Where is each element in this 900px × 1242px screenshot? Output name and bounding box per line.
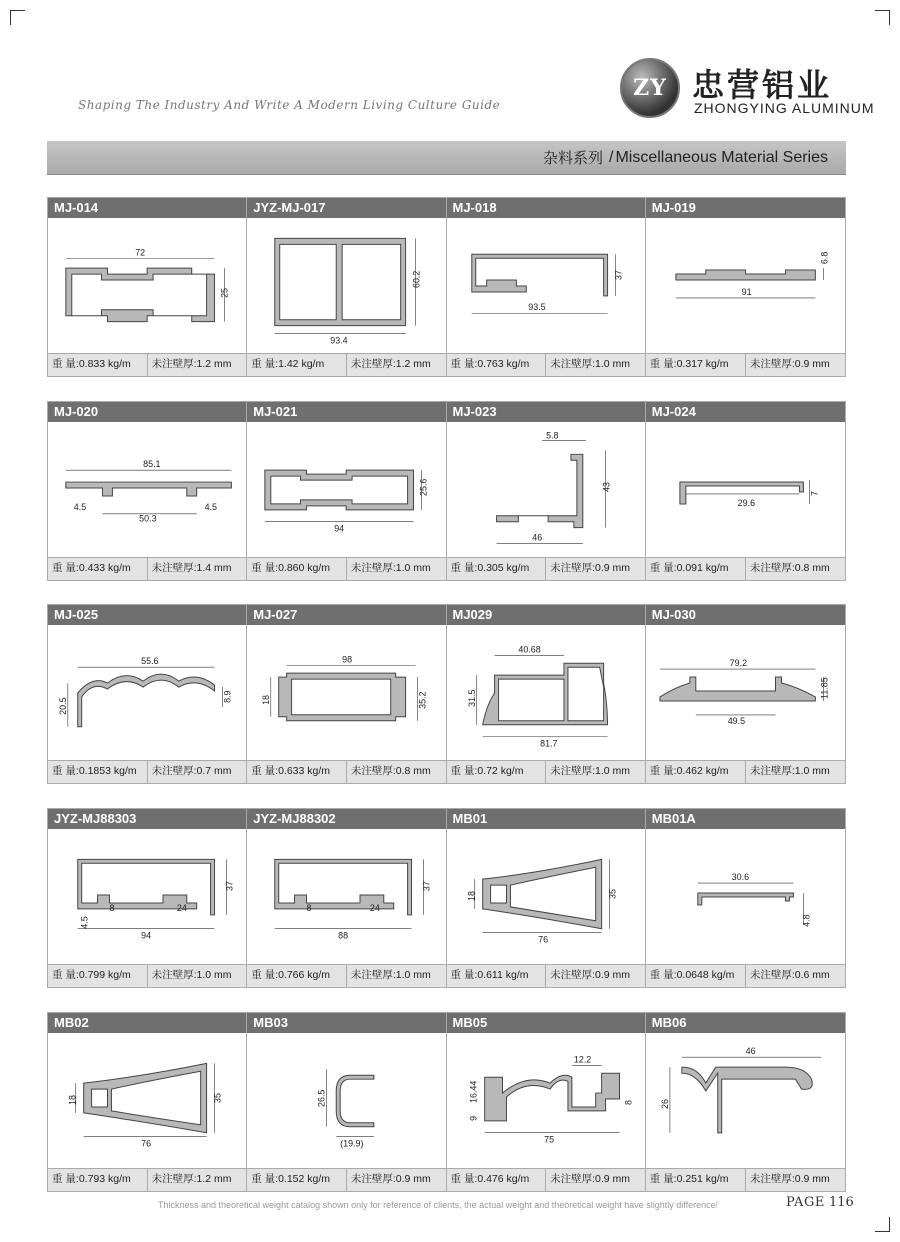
profile-specs xyxy=(447,1168,645,1191)
profile-card xyxy=(646,402,845,580)
dimension-label: 94 xyxy=(141,930,152,941)
dimension-label: 43 xyxy=(601,482,612,492)
dimension-label: 30.6 xyxy=(731,872,749,883)
profile-row-5 xyxy=(47,1012,846,1192)
profile-specs xyxy=(447,760,645,783)
profile-row-2 xyxy=(47,401,846,581)
profile-wall-thickness: 未注壁厚:1.0 mm xyxy=(350,562,431,574)
dimension-label: 7 xyxy=(809,490,820,496)
profile-drawing xyxy=(447,1033,645,1168)
dimension-label: 26 xyxy=(659,1098,670,1109)
profile-weight: 重 量:0.793 kg/m xyxy=(48,1169,148,1191)
crop-mark-top-right xyxy=(875,10,890,25)
profile-drawing xyxy=(447,829,645,964)
dimension-label: 11.85 xyxy=(819,677,830,699)
profile-specs xyxy=(48,760,246,783)
profile-specs xyxy=(48,1168,246,1191)
profile-card xyxy=(447,198,646,376)
dimension-label: 8 xyxy=(306,902,312,913)
profile-code: JYZ-MJ-017 xyxy=(247,198,445,218)
profile-code: JYZ-MJ88302 xyxy=(247,809,445,829)
profile-weight: 重 量:0.152 kg/m xyxy=(247,1169,347,1191)
profile-card xyxy=(447,605,646,783)
profile-drawing-svg xyxy=(247,422,445,557)
profile-drawing xyxy=(247,829,445,964)
dimension-label: 88 xyxy=(338,930,349,941)
dimension-label: 20.5 xyxy=(57,697,68,715)
profile-code: MB01A xyxy=(646,809,845,829)
profile-specs xyxy=(447,557,645,580)
dimension-label: 91 xyxy=(741,286,752,297)
profile-specs xyxy=(48,557,246,580)
profile-card xyxy=(646,1013,845,1191)
dimension-label: 49.5 xyxy=(727,715,745,726)
profile-specs xyxy=(646,353,845,376)
profile-wall-thickness: 未注壁厚:1.2 mm xyxy=(151,358,232,370)
profile-drawing-svg xyxy=(646,625,845,760)
profile-specs xyxy=(646,760,845,783)
profile-specs xyxy=(646,557,845,580)
profile-drawing-svg xyxy=(247,218,445,353)
profile-code: MJ-021 xyxy=(247,402,445,422)
profile-wall-thickness: 未注壁厚:0.7 mm xyxy=(151,765,232,777)
profile-drawing-svg xyxy=(646,422,845,557)
profile-drawing xyxy=(247,218,445,353)
profile-card xyxy=(247,605,446,783)
profile-code: MB03 xyxy=(247,1013,445,1033)
dimension-label: 25 xyxy=(219,287,230,298)
profile-card xyxy=(646,198,845,376)
profile-wall-thickness: 未注壁厚:1.0 mm xyxy=(749,765,830,777)
series-title-bar xyxy=(47,141,846,175)
dimension-label: 8.9 xyxy=(222,690,233,703)
dimension-label: 24 xyxy=(370,902,381,913)
dimension-label: 93.5 xyxy=(527,301,546,312)
profile-wall-thickness: 未注壁厚:0.9 mm xyxy=(350,1173,431,1185)
dimension-label: 46 xyxy=(745,1046,756,1057)
profile-drawing-svg xyxy=(48,829,246,964)
profile-wall-thickness: 未注壁厚:1.0 mm xyxy=(151,969,232,981)
profile-specs xyxy=(247,964,445,987)
series-title-en: Miscellaneous Material Series xyxy=(615,148,828,166)
profile-card xyxy=(48,605,247,783)
profile-code: MJ-020 xyxy=(48,402,246,422)
dimension-label: 40.68 xyxy=(517,644,541,655)
profile-wall-thickness: 未注壁厚:1.0 mm xyxy=(550,765,631,777)
profile-wall-thickness: 未注壁厚:1.4 mm xyxy=(151,562,232,574)
series-title-separator: / xyxy=(609,148,614,166)
dimension-label: 81.7 xyxy=(539,738,558,749)
profile-card xyxy=(48,402,247,580)
profile-specs xyxy=(48,964,246,987)
profile-specs xyxy=(247,557,445,580)
profile-weight: 重 量:0.763 kg/m xyxy=(447,354,547,376)
crop-mark-top-left xyxy=(10,10,25,25)
dimension-label: 75 xyxy=(543,1134,554,1145)
dimension-label: 12.2 xyxy=(573,1054,591,1065)
profile-code: MJ-027 xyxy=(247,605,445,625)
profile-drawing xyxy=(48,829,246,964)
profile-code: MB05 xyxy=(447,1013,645,1033)
dimension-label: 37 xyxy=(421,881,432,892)
profile-row-1 xyxy=(47,197,846,377)
profile-card xyxy=(48,198,247,376)
dimension-label: 18 xyxy=(261,694,272,705)
profile-weight: 重 量:0.1853 kg/m xyxy=(48,761,148,783)
brand-name-en: ZHONGYING ALUMINUM xyxy=(694,100,875,116)
profile-code: MJ-023 xyxy=(447,402,645,422)
dimension-label: 5.8 xyxy=(545,430,559,441)
profile-drawing xyxy=(48,422,246,557)
profile-code: MJ-019 xyxy=(646,198,845,218)
profile-code: MB01 xyxy=(447,809,645,829)
profile-drawing xyxy=(646,625,845,760)
brand-name-cn: 忠营铝业 xyxy=(692,66,833,104)
profile-card xyxy=(447,1013,646,1191)
dimension-label: 16.44 xyxy=(468,1080,479,1103)
profile-specs xyxy=(447,353,645,376)
dimension-label: 76 xyxy=(141,1138,152,1149)
profile-code: MJ029 xyxy=(447,605,645,625)
profile-weight: 重 量:0.72 kg/m xyxy=(447,761,547,783)
profile-specs xyxy=(247,1168,445,1191)
dimension-label: 25.6 xyxy=(418,478,429,496)
dimension-label: 50.3 xyxy=(139,513,157,524)
profile-wall-thickness: 未注壁厚:0.8 mm xyxy=(350,765,431,777)
page-number xyxy=(786,1195,854,1210)
dimension-label: 98 xyxy=(342,654,353,665)
dimension-label: 6.8 xyxy=(819,251,830,265)
profile-weight: 重 量:1.42 kg/m xyxy=(247,354,347,376)
profile-drawing xyxy=(447,218,645,353)
profile-code: MJ-014 xyxy=(48,198,246,218)
dimension-label: 55.6 xyxy=(141,656,159,667)
logo-text: ZY xyxy=(633,75,667,101)
crop-mark-bottom-right xyxy=(875,1217,890,1232)
profile-weight: 重 量:0.305 kg/m xyxy=(447,558,547,580)
profile-code: MJ-030 xyxy=(646,605,845,625)
dimension-label: 60.2 xyxy=(411,270,422,288)
dimension-label: 9 xyxy=(468,1115,479,1121)
profile-weight: 重 量:0.433 kg/m xyxy=(48,558,148,580)
dimension-label: 4.8 xyxy=(801,914,812,927)
profile-drawing-svg xyxy=(48,422,246,557)
profile-drawing xyxy=(247,422,445,557)
profile-weight: 重 量:0.860 kg/m xyxy=(247,558,347,580)
profile-card xyxy=(247,1013,446,1191)
profile-card xyxy=(48,809,247,987)
profile-card xyxy=(646,809,845,987)
profile-wall-thickness: 未注壁厚:0.9 mm xyxy=(550,562,631,574)
profile-weight: 重 量:0.476 kg/m xyxy=(447,1169,547,1191)
profile-card xyxy=(247,809,446,987)
profile-wall-thickness: 未注壁厚:0.8 mm xyxy=(749,562,830,574)
page-label: PAGE xyxy=(786,1195,825,1210)
profile-card xyxy=(247,198,446,376)
dimension-label: 18 xyxy=(466,891,477,901)
profile-drawing-svg xyxy=(447,1033,645,1168)
profile-card xyxy=(247,402,446,580)
dimension-label: 79.2 xyxy=(729,658,747,669)
dimension-label: 26.5 xyxy=(316,1089,327,1107)
profile-specs xyxy=(646,1168,845,1191)
profile-weight: 重 量:0.462 kg/m xyxy=(646,761,746,783)
profile-drawing-svg xyxy=(247,829,445,964)
profile-row-3 xyxy=(47,604,846,784)
profile-specs xyxy=(48,353,246,376)
profile-weight: 重 量:0.611 kg/m xyxy=(447,965,547,987)
profile-drawing xyxy=(247,1033,445,1168)
profile-weight: 重 量:0.0648 kg/m xyxy=(646,965,746,987)
profile-wall-thickness: 未注壁厚:1.0 mm xyxy=(350,969,431,981)
profile-specs xyxy=(646,964,845,987)
profile-drawing xyxy=(247,625,445,760)
profile-specs xyxy=(247,353,445,376)
dimension-label: 31.5 xyxy=(466,689,477,707)
profile-specs xyxy=(247,760,445,783)
profile-drawing-svg xyxy=(646,1033,845,1168)
dimension-label: 8 xyxy=(109,902,115,913)
series-title-cn: 杂料系列 xyxy=(543,149,604,167)
profile-drawing xyxy=(447,625,645,760)
profile-drawing-svg xyxy=(447,218,645,353)
profile-drawing-svg xyxy=(48,1033,246,1168)
profile-drawing-svg xyxy=(48,625,246,760)
dimension-label: 93.4 xyxy=(330,335,348,346)
profile-row-4 xyxy=(47,808,846,988)
dimension-label: 37 xyxy=(612,270,623,281)
dimension-label: 4.5 xyxy=(79,916,90,929)
profile-weight: 重 量:0.317 kg/m xyxy=(646,354,746,376)
profile-drawing-svg xyxy=(247,625,445,760)
dimension-label: 72 xyxy=(135,247,146,258)
profile-code: MB02 xyxy=(48,1013,246,1033)
profile-drawing xyxy=(48,218,246,353)
profile-wall-thickness: 未注壁厚:0.6 mm xyxy=(749,969,830,981)
profile-code: MB06 xyxy=(646,1013,845,1033)
zy-logo-icon xyxy=(620,58,680,118)
dimension-label: 94 xyxy=(334,523,345,534)
page-number-value: 116 xyxy=(828,1195,854,1210)
profile-code: MJ-025 xyxy=(48,605,246,625)
profile-wall-thickness: 未注壁厚:0.9 mm xyxy=(749,1173,830,1185)
profile-drawing-svg xyxy=(447,829,645,964)
profile-wall-thickness: 未注壁厚:1.0 mm xyxy=(550,358,631,370)
profile-weight: 重 量:0.766 kg/m xyxy=(247,965,347,987)
profile-drawing xyxy=(48,625,246,760)
dimension-label: 24 xyxy=(176,902,187,913)
dimension-label: 85.1 xyxy=(143,459,161,470)
profile-code: MJ-018 xyxy=(447,198,645,218)
profile-drawing xyxy=(646,829,845,964)
disclaimer-text: Thickness and theoretical weight catalog shown only for reference of clients, the actual weight and theoretical weight have slightly difference! xyxy=(158,1200,719,1210)
profile-drawing xyxy=(48,1033,246,1168)
profile-weight: 重 量:0.251 kg/m xyxy=(646,1169,746,1191)
profile-card xyxy=(447,809,646,987)
profile-drawing xyxy=(447,422,645,557)
profile-wall-thickness: 未注壁厚:0.9 mm xyxy=(550,969,631,981)
profile-specs xyxy=(447,964,645,987)
profile-weight: 重 量:0.091 kg/m xyxy=(646,558,746,580)
dimension-label: (19.9) xyxy=(340,1138,364,1149)
dimension-label: 35 xyxy=(607,889,618,899)
dimension-label: 46 xyxy=(531,532,542,543)
profile-drawing xyxy=(646,1033,845,1168)
dimension-label: 37 xyxy=(224,881,235,892)
dimension-label: 35 xyxy=(212,1093,223,1103)
profile-drawing-svg xyxy=(646,218,845,353)
profile-card xyxy=(447,402,646,580)
profile-drawing-svg xyxy=(247,1033,445,1168)
dimension-label: 29.6 xyxy=(737,497,755,508)
dimension-label: 35.2 xyxy=(417,691,428,709)
profile-weight: 重 量:0.799 kg/m xyxy=(48,965,148,987)
profile-drawing-svg xyxy=(447,422,645,557)
profile-drawing xyxy=(646,218,845,353)
profile-card xyxy=(646,605,845,783)
profile-code: JYZ-MJ88303 xyxy=(48,809,246,829)
profile-wall-thickness: 未注壁厚:0.9 mm xyxy=(749,358,830,370)
profile-wall-thickness: 未注壁厚:1.2 mm xyxy=(151,1173,232,1185)
dimension-label: 4.5 xyxy=(204,501,218,512)
profile-drawing-svg xyxy=(646,829,845,964)
profile-wall-thickness: 未注壁厚:0.9 mm xyxy=(550,1173,631,1185)
profile-drawing-svg xyxy=(48,218,246,353)
profile-code: MJ-024 xyxy=(646,402,845,422)
slogan: Shaping The Industry And Write A Modern Living Culture Guide xyxy=(78,98,501,112)
dimension-label: 4.5 xyxy=(73,501,87,512)
dimension-label: 76 xyxy=(537,934,548,945)
dimension-label: 8 xyxy=(622,1099,633,1105)
profile-card xyxy=(48,1013,247,1191)
dimension-label: 18 xyxy=(67,1095,78,1105)
profile-wall-thickness: 未注壁厚:1.2 mm xyxy=(350,358,431,370)
profile-weight: 重 量:0.633 kg/m xyxy=(247,761,347,783)
profile-drawing-svg xyxy=(447,625,645,760)
profile-drawing xyxy=(646,422,845,557)
profile-weight: 重 量:0.833 kg/m xyxy=(48,354,148,376)
